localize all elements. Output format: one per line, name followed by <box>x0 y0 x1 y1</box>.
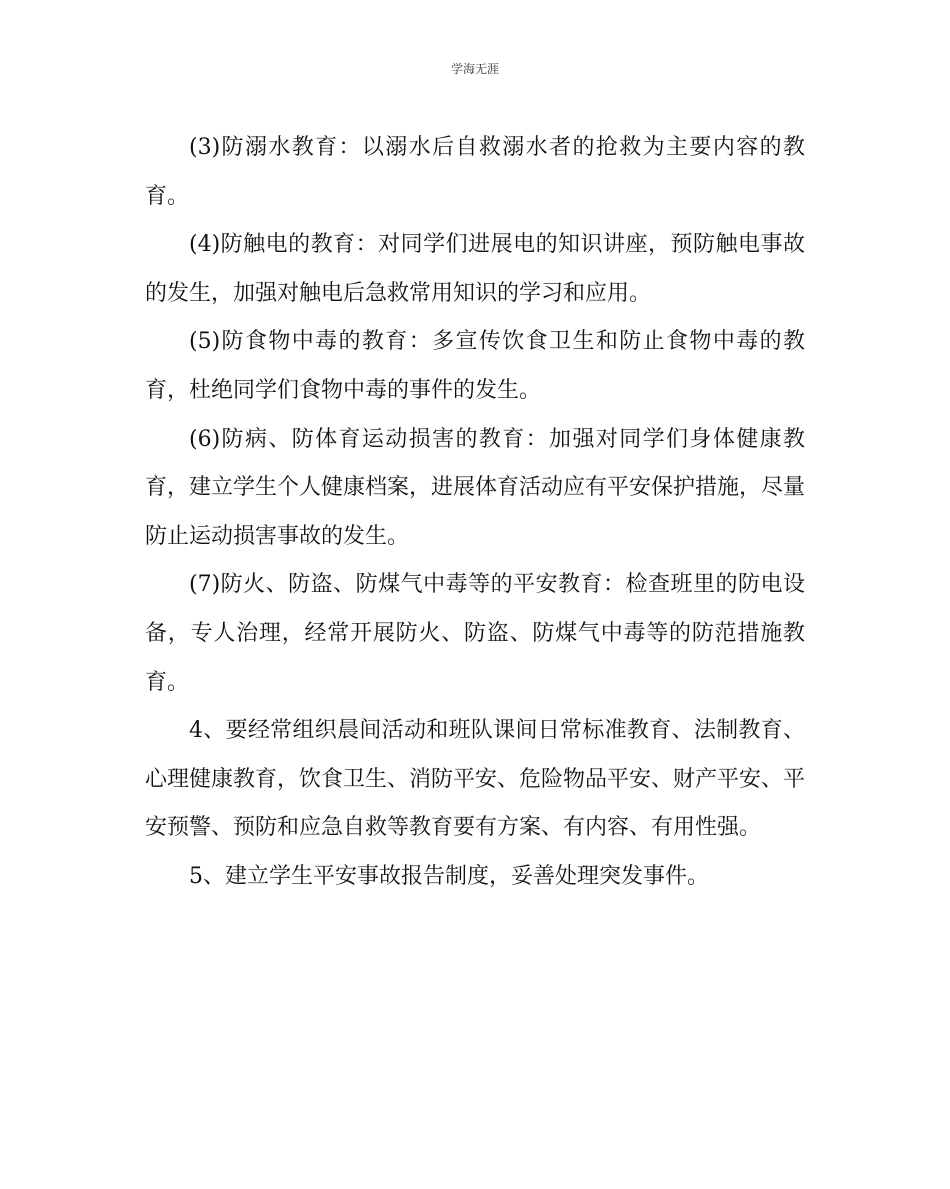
paragraph-electric-shock: (4)防触电的教育：对同学们进展电的知识讲座，预防触电事故的发生，加强对触电后急救常用知识的学习和应用。 <box>145 232 805 306</box>
paragraph-daily-education: 4、要经常组织晨间活动和班队课间日常标准教育、法制教育、心理健康教育，饮食卫生、消防平安、危险物品平安、财产平安、平安预警、预防和应急自救等教育要有方案、有内容、有用性强。 <box>145 718 806 841</box>
paragraph-sports-injury: (6)防病、防体育运动损害的教育：加强对同学们身体健康教育，建立学生个人健康档案，进展体育活动应有平安保护措施，尽量防止运动损害事故的发生。 <box>145 426 806 549</box>
document-body <box>145 124 805 902</box>
paragraph-food-poisoning: (5)防食物中毒的教育：多宣传饮食卫生和防止食物中毒的教育，杜绝同学们食物中毒的事件的发生。 <box>145 329 805 403</box>
paragraph-accident-reporting: 5、建立学生平安事故报告制度，妥善处理突发事件。 <box>189 863 709 889</box>
paragraph-drowning: (3)防溺水教育：以溺水后自救溺水者的抢救为主要内容的教育。 <box>145 135 805 209</box>
paragraph-fire-theft-gas: (7)防火、防盗、防煤气中毒等的平安教育：检查班里的防电设备，专人治理，经常开展防火、防盗、防煤气中毒等的防范措施教育。 <box>145 572 805 695</box>
page-header: 学海无涯 <box>450 62 499 76</box>
